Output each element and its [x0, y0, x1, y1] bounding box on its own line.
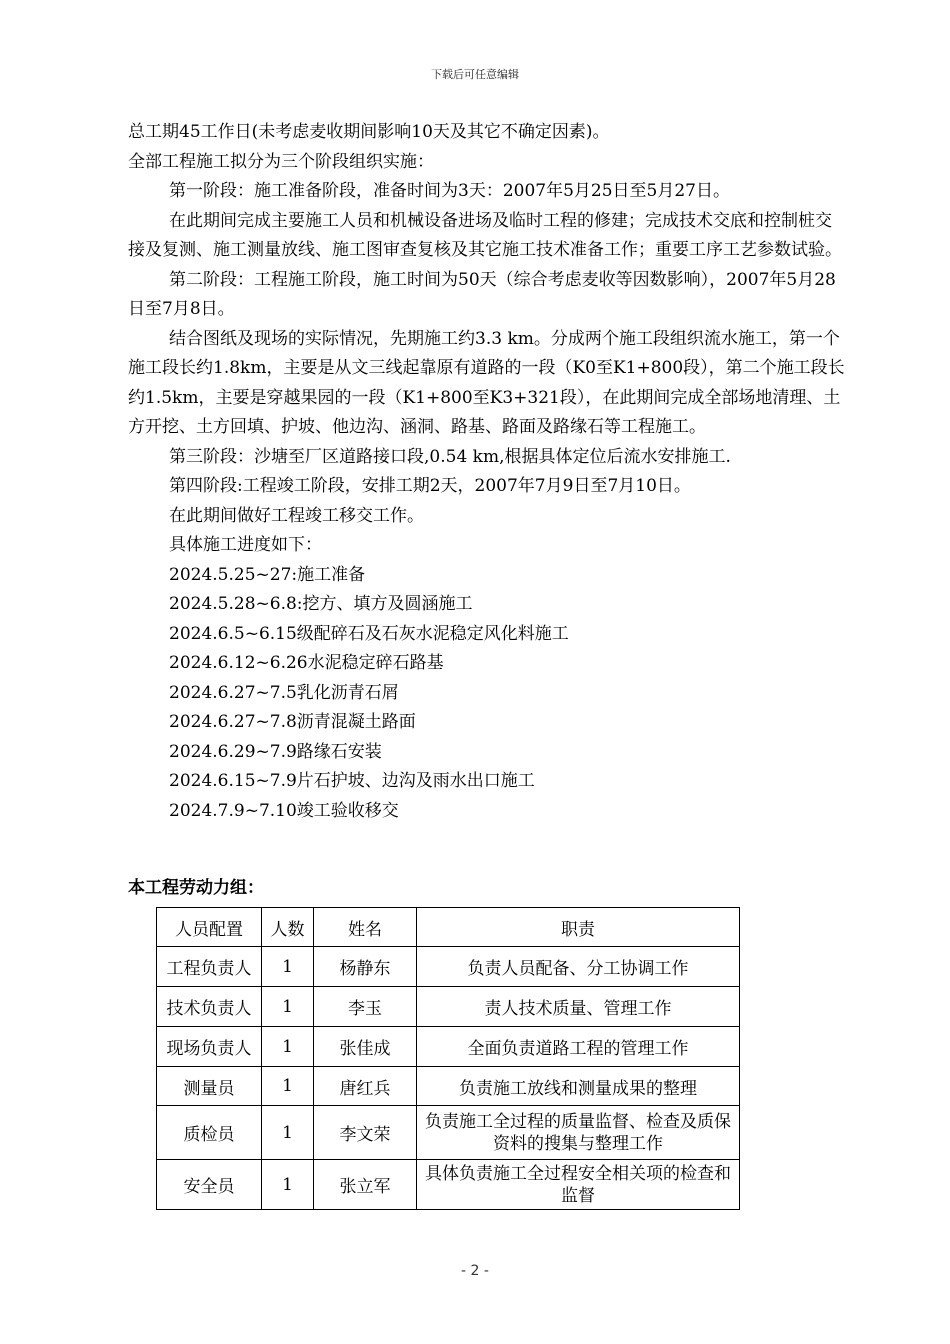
cell-name: 杨静东 — [314, 947, 417, 987]
schedule-item: 2024.6.12~6.26水泥稳定碎石路基 — [169, 653, 444, 673]
cell-role: 质检员 — [157, 1106, 262, 1160]
cell-count: 1 — [262, 1160, 314, 1210]
paragraph-phase-4-detail: 在此期间做好工程竣工移交工作。 — [169, 505, 424, 526]
header-count: 人数 — [262, 908, 314, 947]
paragraph-phase-2-detail: 结合图纸及现场的实际情况，先期施工约3.3 km。分成两个施工段组织流水施工，第一个施工段长约1.8km，主要是从文三线起靠原有道路的一段（K0至K1+800段），第二个施工段长约1.5km，主要是穿越果园的一段（K1+800至K3+321段），在此期间完成全部场地清理、土方开挖、土方回填、护坡、他边沟、涵洞、路基、路面及路缘石等工程施工。 — [128, 328, 845, 437]
paragraph-phase-1-detail: 在此期间完成主要施工人员和机械设备进场及临时工程的修建；完成技术交底和控制桩交接及复测、施工测量放线、施工图审查复核及其它施工技术准备工作；重要工序工艺参数试验。 — [128, 210, 842, 260]
document-body — [128, 118, 848, 826]
cell-duty: 全面负责道路工程的管理工作 — [417, 1027, 740, 1067]
cell-count: 1 — [262, 1106, 314, 1160]
cell-duty: 责人技术质量、管理工作 — [417, 987, 740, 1027]
cell-duty: 负责施工放线和测量成果的整理 — [417, 1067, 740, 1106]
cell-name: 张立军 — [314, 1160, 417, 1210]
cell-count: 1 — [262, 1027, 314, 1067]
header-name: 姓名 — [314, 908, 417, 947]
cell-role: 现场负责人 — [157, 1027, 262, 1067]
schedule-item: 2024.6.5~6.15级配碎石及石灰水泥稳定风化料施工 — [169, 623, 569, 644]
schedule-item: 2024.5.25~27:施工准备 — [169, 564, 366, 585]
cell-name: 张佳成 — [314, 1027, 417, 1067]
cell-role: 测量员 — [157, 1067, 262, 1106]
page-header-note: 下载后可任意编辑 — [431, 68, 519, 81]
paragraph-phase-4: 第四阶段:工程竣工阶段，安排工期2天，2007年7月9日至7月10日。 — [169, 476, 691, 496]
labor-table-title: 本工程劳动力组： — [128, 878, 264, 898]
cell-name: 唐红兵 — [314, 1067, 417, 1106]
schedule-item: 2024.6.27~7.8沥青混凝土路面 — [169, 712, 416, 732]
schedule-item: 2024.6.15~7.9片石护坡、边沟及雨水出口施工 — [169, 771, 535, 791]
paragraph-phase-2: 第二阶段：工程施工阶段，施工时间为50天（综合考虑麦收等因数影响），2007年5月28日至7月8日。 — [128, 269, 836, 319]
paragraph-phase-1: 第一阶段：施工准备阶段，准备时间为3天：2007年5月25日至5月27日。 — [169, 181, 730, 201]
schedule-item: 2024.7.9~7.10竣工验收移交 — [169, 800, 399, 821]
cell-duty: 负责人员配备、分工协调工作 — [417, 947, 740, 987]
labor-table — [156, 907, 740, 1210]
page-number: - 2 - — [461, 1263, 489, 1279]
table-row — [157, 987, 740, 1027]
table-row — [157, 1067, 740, 1106]
cell-name: 李玉 — [314, 987, 417, 1027]
paragraph-schedule-intro: 具体施工进度如下： — [169, 535, 322, 555]
cell-role: 工程负责人 — [157, 947, 262, 987]
cell-count: 1 — [262, 987, 314, 1027]
schedule-item: 2024.6.27~7.5乳化沥青石屑 — [169, 682, 399, 703]
paragraph-duration: 总工期45工作日(未考虑麦收期间影响10天及其它不确定因素)。 — [128, 122, 610, 142]
table-row — [157, 1106, 740, 1160]
cell-duty: 负责施工全过程的质量监督、检查及质保资料的搜集与整理工作 — [417, 1106, 740, 1160]
table-header-row — [157, 908, 740, 947]
schedule-item: 2024.6.29~7.9路缘石安装 — [169, 741, 382, 762]
table-row — [157, 1027, 740, 1067]
cell-count: 1 — [262, 947, 314, 987]
cell-name: 李文荣 — [314, 1106, 417, 1160]
table-row — [157, 1160, 740, 1210]
cell-role: 安全员 — [157, 1160, 262, 1210]
schedule-item: 2024.5.28~6.8:挖方、填方及圆涵施工 — [169, 594, 473, 614]
header-role: 人员配置 — [157, 908, 262, 947]
paragraph-phase-3: 第三阶段：沙塘至厂区道路接口段,0.54 km,根据具体定位后流水安排施工. — [169, 446, 731, 467]
cell-role: 技术负责人 — [157, 987, 262, 1027]
cell-count: 1 — [262, 1067, 314, 1106]
paragraph-phases-intro: 全部工程施工拟分为三个阶段组织实施： — [128, 151, 434, 172]
cell-duty: 具体负责施工全过程安全相关项的检查和监督 — [417, 1160, 740, 1210]
table-row — [157, 947, 740, 987]
header-duty: 职责 — [417, 908, 740, 947]
